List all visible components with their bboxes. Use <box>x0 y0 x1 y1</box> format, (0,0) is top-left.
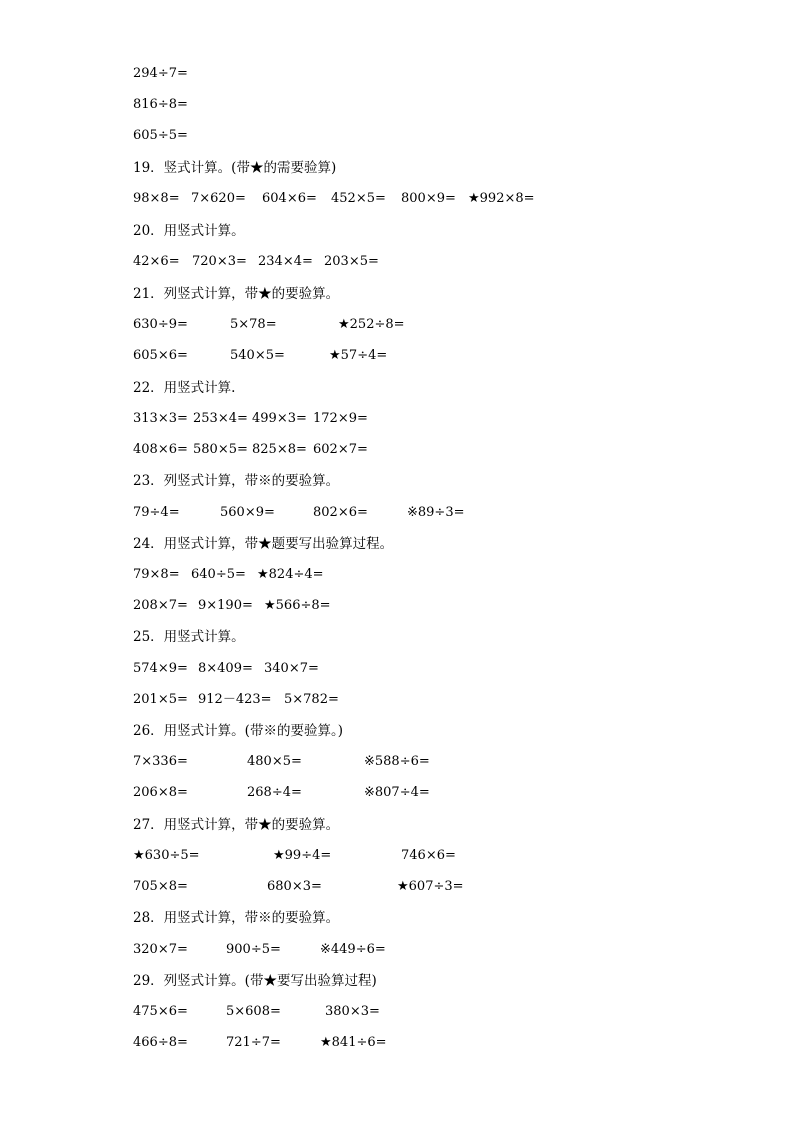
problem: 816÷8= <box>133 97 188 112</box>
problem: 680×3= <box>267 879 322 894</box>
problem: 602×7= <box>313 442 368 457</box>
problem: 574×9= <box>133 661 188 676</box>
problem: 5×78= <box>230 317 277 332</box>
problem: 79×8= <box>133 567 180 582</box>
problem: 802×6= <box>313 505 368 520</box>
problem: 499×3= <box>252 411 307 426</box>
section-heading-22: 22．用竖式计算. <box>133 380 236 396</box>
problem: 900÷5= <box>226 942 281 957</box>
problem: ★99÷4= <box>273 848 332 863</box>
section-heading-24: 24．用竖式计算，带★题要写出验算过程。 <box>133 536 394 552</box>
problem: ※807÷4= <box>364 785 430 800</box>
problem: 206×8= <box>133 785 188 800</box>
problem: ※89÷3= <box>407 505 465 520</box>
problem: 580×5= <box>193 442 248 457</box>
problem: 203×5= <box>324 254 379 269</box>
problem: ★57÷4= <box>329 348 388 363</box>
problem: 7×620= <box>191 191 246 206</box>
problem: ※449÷6= <box>320 942 386 957</box>
problem: 253×4= <box>193 411 248 426</box>
problem: 201×5= <box>133 692 188 707</box>
problem: 294÷7= <box>133 66 188 81</box>
problem: 313×3= <box>133 411 188 426</box>
problem: ★824÷4= <box>257 567 324 582</box>
problem: 720×3= <box>192 254 247 269</box>
problem: 630÷9= <box>133 317 188 332</box>
problem: 705×8= <box>133 879 188 894</box>
problem: 912－423= <box>198 692 272 707</box>
problem: 800×9= <box>401 191 456 206</box>
section-heading-20: 20．用竖式计算。 <box>133 223 245 239</box>
problem: 98×8= <box>133 191 180 206</box>
problem: 408×6= <box>133 442 188 457</box>
problem: 466÷8= <box>133 1035 188 1050</box>
problem: 208×7= <box>133 598 188 613</box>
problem: 8×409= <box>198 661 253 676</box>
section-heading-23: 23．列竖式计算，带※的要验算。 <box>133 473 340 489</box>
problem: 721÷7= <box>226 1035 281 1050</box>
problem: 9×190= <box>198 598 253 613</box>
problem: 452×5= <box>331 191 386 206</box>
problem: 560×9= <box>220 505 275 520</box>
problem: 605×6= <box>133 348 188 363</box>
problem: 79÷4= <box>133 505 180 520</box>
problem: ★566÷8= <box>264 598 331 613</box>
problem: 480×5= <box>247 754 302 769</box>
problem: ★607÷3= <box>397 879 464 894</box>
section-heading-29: 29．列竖式计算。(带★要写出验算过程) <box>133 973 377 989</box>
problem: 268÷4= <box>247 785 302 800</box>
problem: 825×8= <box>252 442 307 457</box>
problem: 320×7= <box>133 942 188 957</box>
problem: 475×6= <box>133 1004 188 1019</box>
section-heading-26: 26．用竖式计算。(带※的要验算。) <box>133 723 343 739</box>
problem: 5×782= <box>284 692 339 707</box>
problem: 380×3= <box>325 1004 380 1019</box>
problem: 746×6= <box>401 848 456 863</box>
section-heading-27: 27．用竖式计算，带★的要验算。 <box>133 817 340 833</box>
section-heading-28: 28．用竖式计算，带※的要验算。 <box>133 910 340 926</box>
problem: ※588÷6= <box>364 754 430 769</box>
problem: ★992×8= <box>468 191 535 206</box>
problem: ★630÷5= <box>133 848 200 863</box>
problem: 540×5= <box>230 348 285 363</box>
problem: 172×9= <box>313 411 368 426</box>
problem: 5×608= <box>226 1004 281 1019</box>
problem: ★252÷8= <box>338 317 405 332</box>
section-heading-19: 19．竖式计算。(带★的需要验算) <box>133 160 337 176</box>
section-heading-25: 25．用竖式计算。 <box>133 629 245 645</box>
section-heading-21: 21．列竖式计算，带★的要验算。 <box>133 286 340 302</box>
problem: 234×4= <box>258 254 313 269</box>
problem: ★841÷6= <box>320 1035 387 1050</box>
problem: 42×6= <box>133 254 180 269</box>
problem: 340×7= <box>264 661 319 676</box>
problem: 7×336= <box>133 754 188 769</box>
problem: 604×6= <box>262 191 317 206</box>
problem: 605÷5= <box>133 128 188 143</box>
problem: 640÷5= <box>191 567 246 582</box>
